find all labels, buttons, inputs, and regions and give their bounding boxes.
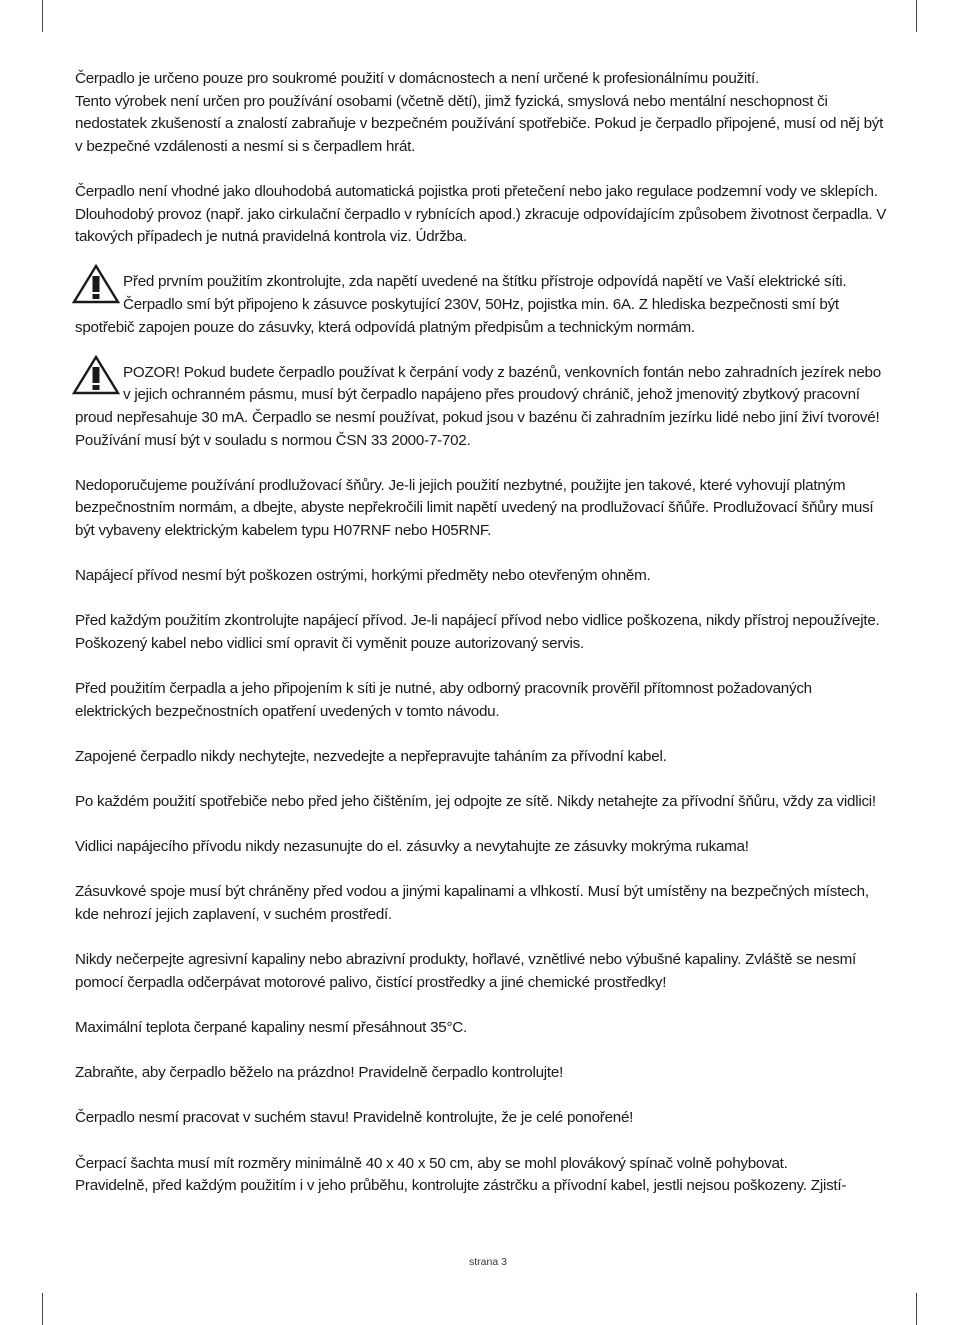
paragraph-attention — [75, 362, 887, 452]
crop-mark-bottom-right — [916, 1293, 917, 1325]
paragraph-extension-cord: Nedoporučujeme používání prodlužovací šňůry. Je-li jejich použití nezbytné, použijte jen takové, které vyhovují platným bezpečnostním normám, a dbejte, abyste nepřekročili limit napětí uvedený na prodlužovací šňůře. Prodlužovací šňůry musí být vybaveny elektrickým kabelem typu H07RNF nebo H05RNF. — [75, 476, 874, 539]
paragraph-electrician-check: Před použitím čerpadla a jeho připojením k síti je nutné, aby odborný pracovník prověřil přítomnost požadovaných elektrických bezpečnostních opatření uvedených v tomto návodu. — [75, 680, 812, 720]
paragraph-attention-text: POZOR! Pokud budete čerpadlo používat k čerpání vody z bazénů, venkovních fontán nebo zahradních jezírek nebo v jejich ochranném pásmu, musí být čerpadlo napájeno přes proudový chránič, jehož jmenovitý zbytkový pracovní proud nepřesahuje 30 mA. Čerpadlo se nesmí používat, pokud jsou v bazénu či zahradním jezírku lidé nebo jiní živí tvorové! Používání musí být v souladu s normou ČSN 33 2000-7-702. — [75, 363, 881, 449]
paragraph-wet-hands: Vidlici napájecího přívodu nikdy nezasunujte do el. zásuvky a nevytahujte ze zásuvky mokrýma rukama! — [75, 838, 749, 856]
manual-text-body — [75, 68, 887, 1198]
paragraph-regular-check: Pravidelně, před každým použitím i v jeho průběhu, kontrolujte zástrčku a přívodní kabel, jestli nejsou poškozeny. Zjistí- — [75, 1177, 847, 1195]
paragraph-intended-use: Čerpadlo je určeno pouze pro soukromé použití v domácnostech a není určené k profesionálnímu použití. — [75, 70, 759, 87]
paragraph-check-before-use: Před každým použitím zkontrolujte napájecí přívod. Je-li napájecí přívod nebo vidlice poškozena, nikdy přístroj nepoužívejte. Poškozený kabel nebo vidlici smí opravit či vyměnit pouze autorizovaný servis. — [75, 612, 880, 652]
crop-mark-top-right — [916, 0, 917, 32]
paragraph-voltage-check — [75, 271, 887, 339]
paragraph-not-suitable: Čerpadlo není vhodné jako dlouhodobá automatická pojistka proti přetečení nebo jako regulace podzemní vody ve sklepích. Dlouhodobý provoz (např. jako cirkulační čerpadlo v rybnících apod.) zkracuje odpovídajícím způsobem životnost čerpadla. V takových případech je nutná pravidelná kontrola viz. Údržba. — [75, 182, 887, 246]
paragraph-users-restriction: Tento výrobek není určen pro používání osobami (včetně dětí), jimž fyzická, smyslová nebo mentální neschopnost či nedostatek zkušeností a znalostí zabraňuje v bezpečném používání spotřebiče. Pokud je čerpadlo připojené, musí od něj být v bezpečné vzdálenosti a nesmí si s čerpadlem hrát. — [75, 92, 884, 155]
paragraph-voltage-text: Před prvním použitím zkontrolujte, zda napětí uvedené na štítku přístroje odpovídá napětí ve Vaší elektrické síti. Čerpadlo smí být připojeno k zásuvce poskytující 230V, 50Hz, pojistka min. 6A. Z hlediska bezpečnosti smí být spotřebič zapojen pouze do zásuvky, která odpovídá platným předpisům a technickým normám. — [75, 273, 847, 336]
paragraph-max-temperature: Maximální teplota čerpané kapaliny nesmí přesáhnout 35°C. — [75, 1018, 467, 1036]
paragraph-power-cord-damage: Napájecí přívod nesmí být poškozen ostrými, horkými předměty nebo otevřeným ohněm. — [75, 567, 651, 585]
paragraph-disconnect-after-use: Po každém použití spotřebiče nebo před jeho čištěním, jej odpojte ze sítě. Nikdy netahejte za přívodní šňůru, vždy za vidlici! — [75, 793, 876, 810]
page-number: strana 3 — [469, 1256, 507, 1268]
paragraph-aggressive-liquids: Nikdy nečerpejte agresivní kapaliny nebo abrazivní produkty, hořlavé, vznětlivé nebo výbušné kapaliny. Zvláště se nesmí pomocí čerpadla odčerpávat motorové palivo, čistící prostředky a jiné chemické prostředky! — [75, 951, 856, 991]
paragraph-shaft-size: Čerpací šachta musí mít rozměry minimálně 40 x 40 x 50 cm, aby se mohl plovákový spínač volně pohybovat. — [75, 1154, 788, 1172]
warning-triangle-icon — [71, 354, 121, 396]
paragraph-submerged: Čerpadlo nesmí pracovat v suchém stavu! Pravidelně kontrolujte, že je celé ponořené! — [75, 1109, 634, 1127]
paragraph-socket-protection: Zásuvkové spoje musí být chráněny před vodou a jinými kapalinami a vlhkostí. Musí být umístěny na bezpečných místech, kde nehrozí jejich zaplavení, v suchém prostředí. — [75, 883, 869, 923]
crop-mark-bottom-left — [42, 1293, 43, 1325]
paragraph-do-not-pull-cable: Zapojené čerpadlo nikdy nechytejte, nezvedejte a nepřepravujte taháním za přívodní kabel. — [75, 747, 667, 765]
warning-triangle-icon — [71, 263, 121, 305]
paragraph-dry-run: Zabraňte, aby čerpadlo běželo na prázdno! Pravidelně čerpadlo kontrolujte! — [75, 1064, 564, 1082]
crop-mark-top-left — [42, 0, 43, 32]
